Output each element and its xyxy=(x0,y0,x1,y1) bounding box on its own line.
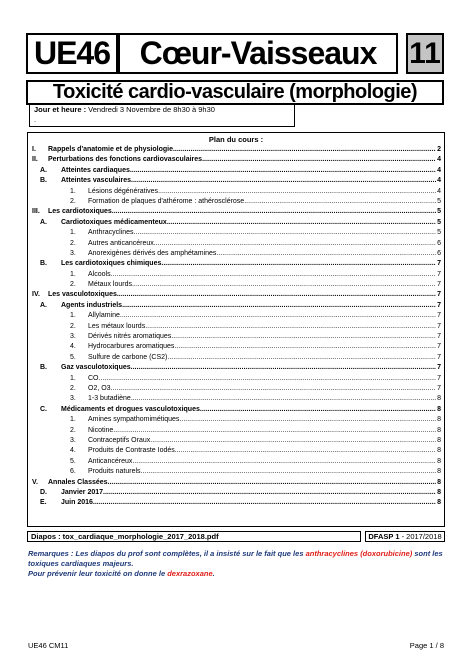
ue-code-box xyxy=(26,33,118,74)
toc-leader-dots xyxy=(117,290,436,300)
toc-entry-page: 7 xyxy=(437,364,441,372)
toc-entry[interactable] xyxy=(28,342,444,352)
toc-entry-page: 5 xyxy=(437,197,441,205)
toc-entry-page: 4 xyxy=(437,187,441,195)
toc-entry-number: IV. xyxy=(32,291,40,299)
remarks-text-1b: sont les toxiques cardiaques majeurs. xyxy=(28,549,443,568)
toc-entry-page: 7 xyxy=(437,270,441,278)
toc-entry-number: 1. xyxy=(70,270,76,278)
toc-entry-number: 2. xyxy=(70,426,76,434)
toc-entry[interactable] xyxy=(28,467,444,477)
toc-entry-number: A. xyxy=(40,218,47,226)
toc-entry[interactable] xyxy=(28,218,444,228)
date-label: Jour et heure : xyxy=(34,105,87,114)
toc-entry[interactable] xyxy=(28,155,444,165)
toc-entry[interactable] xyxy=(28,488,444,498)
toc-leader-dots xyxy=(174,342,436,352)
toc-entry-page: 4 xyxy=(437,156,441,164)
toc-entry-number: 4. xyxy=(70,447,76,455)
subtitle-box xyxy=(26,80,444,105)
toc-entry-label: Formation de plaques d'athérome : athérosclérose xyxy=(88,197,245,205)
toc-entry-number: I. xyxy=(32,146,36,153)
ue-code: UE46 xyxy=(33,35,111,71)
toc-entry-page: 7 xyxy=(437,384,441,392)
toc-entry-page: 7 xyxy=(437,281,441,289)
toc-leader-dots xyxy=(131,176,436,186)
toc-entry-number: 3. xyxy=(70,395,76,403)
toc-entry-number: III. xyxy=(32,208,40,216)
toc-leader-dots xyxy=(179,415,436,425)
toc-entry-label: Les métaux lourds xyxy=(88,322,146,330)
toc-entry-label: Allylamine xyxy=(88,312,120,320)
toc-entry-page: 8 xyxy=(437,468,441,476)
toc-entry-label: Hydrocarbures aromatiques xyxy=(88,343,175,351)
toc-entry-number: 2. xyxy=(70,384,76,392)
toc-leader-dots xyxy=(132,280,436,290)
toc-entry[interactable] xyxy=(28,166,444,176)
toc-entry[interactable] xyxy=(28,145,444,155)
toc-leader-dots xyxy=(111,384,437,394)
toc-entry-page: 8 xyxy=(437,395,441,403)
toc-entry[interactable] xyxy=(28,353,444,363)
toc-leader-dots xyxy=(154,239,436,249)
toc-entry-page: 8 xyxy=(437,416,441,424)
toc-leader-dots xyxy=(103,488,436,498)
toc-entry-number: 2. xyxy=(70,322,76,330)
course-number: 11 xyxy=(409,36,441,70)
toc-entry-number: 5. xyxy=(70,353,76,361)
toc-entry-label: Anticancéreux xyxy=(88,457,133,465)
toc-entry-number: 1. xyxy=(70,416,76,424)
toc-entry-number: 6. xyxy=(70,468,76,476)
toc-leader-dots xyxy=(173,145,436,155)
toc-entry-label: CO xyxy=(88,374,99,382)
toc-entry-page: 5 xyxy=(437,229,441,237)
toc-entry-page: 4 xyxy=(437,177,441,185)
toc-entry-number: 1. xyxy=(70,187,76,195)
toc-leader-dots xyxy=(141,467,437,477)
toc-entry[interactable] xyxy=(28,280,444,290)
year-badge-rest: - 2017/2018 xyxy=(399,532,442,541)
toc-entry[interactable] xyxy=(28,228,444,238)
toc-leader-dots xyxy=(150,436,436,446)
plan-title: Plan du cours : xyxy=(208,135,264,144)
toc-entry[interactable] xyxy=(28,405,444,415)
remarks-line-1 xyxy=(28,549,444,569)
footer-course-code: UE46 CM11 xyxy=(28,641,69,650)
toc-entry[interactable] xyxy=(28,384,444,394)
toc-entry-page: 8 xyxy=(437,436,441,444)
remarks-line-2 xyxy=(28,569,444,579)
toc-entry[interactable] xyxy=(28,301,444,311)
toc-entry-number: 3. xyxy=(70,333,76,341)
toc-entry-label: Rappels d'anatomie et de physiologie xyxy=(48,146,173,153)
toc-entry-page: 8 xyxy=(437,447,441,455)
toc-leader-dots xyxy=(130,166,436,176)
remarks-highlight-1: anthracyclines (doxorubicine) xyxy=(305,549,413,558)
toc-leader-dots xyxy=(171,332,436,342)
toc-leader-dots xyxy=(158,187,436,197)
info-second-line: . xyxy=(34,115,37,124)
toc-leader-dots xyxy=(161,259,436,269)
toc-entry-page: 4 xyxy=(437,166,441,174)
toc-entry[interactable] xyxy=(28,363,444,373)
toc-entry-label: Les cardiotoxiques xyxy=(48,208,112,216)
toc-entry-page: 7 xyxy=(437,260,441,268)
toc-entry-number: 2. xyxy=(70,281,76,289)
toc-entry-number: 1. xyxy=(70,229,76,237)
toc-entry-page: 7 xyxy=(437,291,441,299)
toc-entry[interactable] xyxy=(28,394,444,404)
toc-entry-number: A. xyxy=(40,166,47,174)
toc-entry-label: Alcools xyxy=(88,270,111,278)
toc-entry-label: Sulfure de carbone (CS2) xyxy=(88,353,168,361)
toc-leader-dots xyxy=(120,311,436,321)
toc-entry-page: 6 xyxy=(437,249,441,257)
toc-entry[interactable] xyxy=(28,446,444,456)
toc-entry[interactable] xyxy=(28,249,444,259)
toc-entry-number: C. xyxy=(40,405,47,413)
course-plan xyxy=(27,132,445,527)
footer-page-number: Page 1 / 8 xyxy=(409,641,444,650)
toc-entry-label: Lésions dégénératives xyxy=(88,187,159,195)
toc-entry-page: 7 xyxy=(437,322,441,330)
toc-entry[interactable] xyxy=(28,426,444,436)
toc-entry[interactable] xyxy=(28,457,444,467)
toc-entry[interactable] xyxy=(28,332,444,342)
toc-leader-dots xyxy=(131,394,436,404)
toc-entry-page: 8 xyxy=(437,405,441,413)
toc-leader-dots xyxy=(216,249,436,259)
toc-entry-number: A. xyxy=(40,301,47,309)
toc-entry-page: 7 xyxy=(437,312,441,320)
toc-leader-dots xyxy=(167,353,436,363)
toc-entry-label: Nicotine xyxy=(88,426,114,434)
toc-entry-page: 2 xyxy=(437,146,441,153)
remarks-text-2b: . xyxy=(212,569,215,578)
toc-leader-dots xyxy=(113,426,436,436)
toc-entry-page: 8 xyxy=(437,499,441,507)
toc-entry-number: 3. xyxy=(70,249,76,257)
toc-entry-label: Anthracyclines xyxy=(88,229,134,237)
toc-entry[interactable] xyxy=(28,374,444,384)
toc-entry[interactable] xyxy=(28,270,444,280)
toc-entry-label: Agents industriels xyxy=(61,301,123,309)
toc-entry[interactable] xyxy=(28,197,444,207)
toc-leader-dots xyxy=(202,155,436,165)
toc-entry-label: Cardiotoxiques médicamenteux xyxy=(61,218,167,226)
toc-entry-label: Produits de Contraste Iodés xyxy=(88,447,175,455)
toc-entry-number: B. xyxy=(40,260,47,268)
toc-entry-number: V. xyxy=(32,478,38,486)
toc-entry-number: 5. xyxy=(70,457,76,465)
toc-leader-dots xyxy=(99,374,437,384)
toc-entry-page: 8 xyxy=(437,457,441,465)
toc-entry-number: B. xyxy=(40,364,47,372)
date-value: Vendredi 3 Novembre de 8h30 à 9h30 xyxy=(86,105,215,114)
toc-entry[interactable] xyxy=(28,322,444,332)
toc-entry-number: E. xyxy=(40,499,47,507)
toc-entry[interactable] xyxy=(28,311,444,321)
toc-leader-dots xyxy=(167,218,436,228)
toc-leader-dots xyxy=(145,322,436,332)
schedule-info xyxy=(29,103,295,127)
toc-entry[interactable] xyxy=(28,176,444,186)
toc-entry-page: 7 xyxy=(437,343,441,351)
toc-entry-page: 7 xyxy=(437,353,441,361)
toc-entry-number: 1. xyxy=(70,312,76,320)
toc-entry-label: Atteintes vasculaires xyxy=(61,177,132,185)
toc-entry-page: 7 xyxy=(437,301,441,309)
toc-entry-label: Anorexigènes dérivés des amphétamines xyxy=(88,249,217,257)
toc-leader-dots xyxy=(111,270,437,280)
slides-row xyxy=(27,531,445,542)
toc-entry-label: O2, O3 xyxy=(88,384,111,392)
toc-entry[interactable] xyxy=(28,239,444,249)
toc-entry-label: Produits naturels xyxy=(88,468,141,476)
toc-entry[interactable] xyxy=(28,498,444,508)
slides-filename: Diapos : tox_cardiaque_morphologie_2017_2018.pdf xyxy=(27,531,361,542)
toc-leader-dots xyxy=(134,228,437,238)
table-of-contents xyxy=(28,145,444,509)
toc-leader-dots xyxy=(122,301,436,311)
toc-entry[interactable] xyxy=(28,290,444,300)
course-title: Cœur-Vaisseaux xyxy=(139,35,377,71)
toc-entry-page: 7 xyxy=(437,374,441,382)
toc-entry[interactable] xyxy=(28,436,444,446)
toc-entry-page: 6 xyxy=(437,239,441,247)
remarks xyxy=(28,549,444,579)
toc-entry-number: II. xyxy=(32,156,38,164)
toc-leader-dots xyxy=(131,363,436,373)
course-title-box xyxy=(118,33,398,74)
toc-entry-number: 3. xyxy=(70,436,76,444)
toc-entry-label: Perturbations des fonctions cardiovasculaires xyxy=(48,156,203,164)
toc-leader-dots xyxy=(175,446,436,456)
toc-entry-page: 7 xyxy=(437,333,441,341)
toc-entry-page: 5 xyxy=(437,218,441,226)
toc-leader-dots xyxy=(112,207,436,217)
toc-entry-label: Gaz vasculotoxiques xyxy=(61,364,131,372)
toc-entry[interactable] xyxy=(28,415,444,425)
toc-entry-label: Métaux lourds xyxy=(88,281,132,289)
toc-entry-label: Contraceptifs Oraux xyxy=(88,436,151,444)
toc-entry-number: 4. xyxy=(70,343,76,351)
toc-entry-label: Dérivés nitrés aromatiques xyxy=(88,333,172,341)
toc-entry[interactable] xyxy=(28,187,444,197)
toc-leader-dots xyxy=(93,498,436,508)
toc-entry-number: 2. xyxy=(70,197,76,205)
toc-entry-number: B. xyxy=(40,177,47,185)
toc-entry-number: D. xyxy=(40,488,47,496)
toc-entry-label: Amines sympathomimétiques xyxy=(88,416,180,424)
toc-entry-page: 5 xyxy=(437,208,441,216)
toc-entry-page: 8 xyxy=(437,426,441,434)
toc-leader-dots xyxy=(108,478,437,488)
remarks-highlight-2: dexrazoxane xyxy=(167,569,213,578)
toc-entry-label: Les vasculotoxiques xyxy=(48,291,117,299)
toc-entry-page: 8 xyxy=(437,488,441,496)
toc-leader-dots xyxy=(132,457,436,467)
toc-entry-label: 1-3 butadiène xyxy=(88,395,131,403)
toc-entry-label: Annales Classées xyxy=(48,478,108,486)
toc-entry[interactable] xyxy=(28,478,444,488)
remarks-text-2a: Pour prévenir leur toxicité on donne le xyxy=(28,569,168,578)
toc-entry[interactable] xyxy=(28,259,444,269)
year-badge xyxy=(365,531,445,542)
toc-entry-label: Médicaments et drogues vasculotoxiques xyxy=(61,405,200,413)
toc-entry-label: Janvier 2017 xyxy=(61,488,104,496)
toc-leader-dots xyxy=(244,197,436,207)
toc-entry-number: 2. xyxy=(70,239,76,247)
toc-entry[interactable] xyxy=(28,207,444,217)
toc-entry-page: 8 xyxy=(437,478,441,486)
toc-entry-number: 1. xyxy=(70,374,76,382)
remarks-text-1a: Remarques : Les diapos du prof sont complètes, il a insisté sur le fait que les xyxy=(28,549,306,558)
toc-leader-dots xyxy=(200,405,436,415)
toc-entry-label: Autres anticancéreux xyxy=(88,239,154,247)
toc-entry-label: Atteintes cardiaques xyxy=(61,166,130,174)
toc-entry-label: Juin 2016 xyxy=(61,499,93,507)
year-badge-bold: DFASP 1 xyxy=(368,532,400,541)
toc-entry-label: Les cardiotoxiques chimiques xyxy=(61,260,162,268)
course-number-box xyxy=(406,33,444,74)
course-subtitle: Toxicité cardio-vasculaire (morphologie) xyxy=(52,81,418,103)
